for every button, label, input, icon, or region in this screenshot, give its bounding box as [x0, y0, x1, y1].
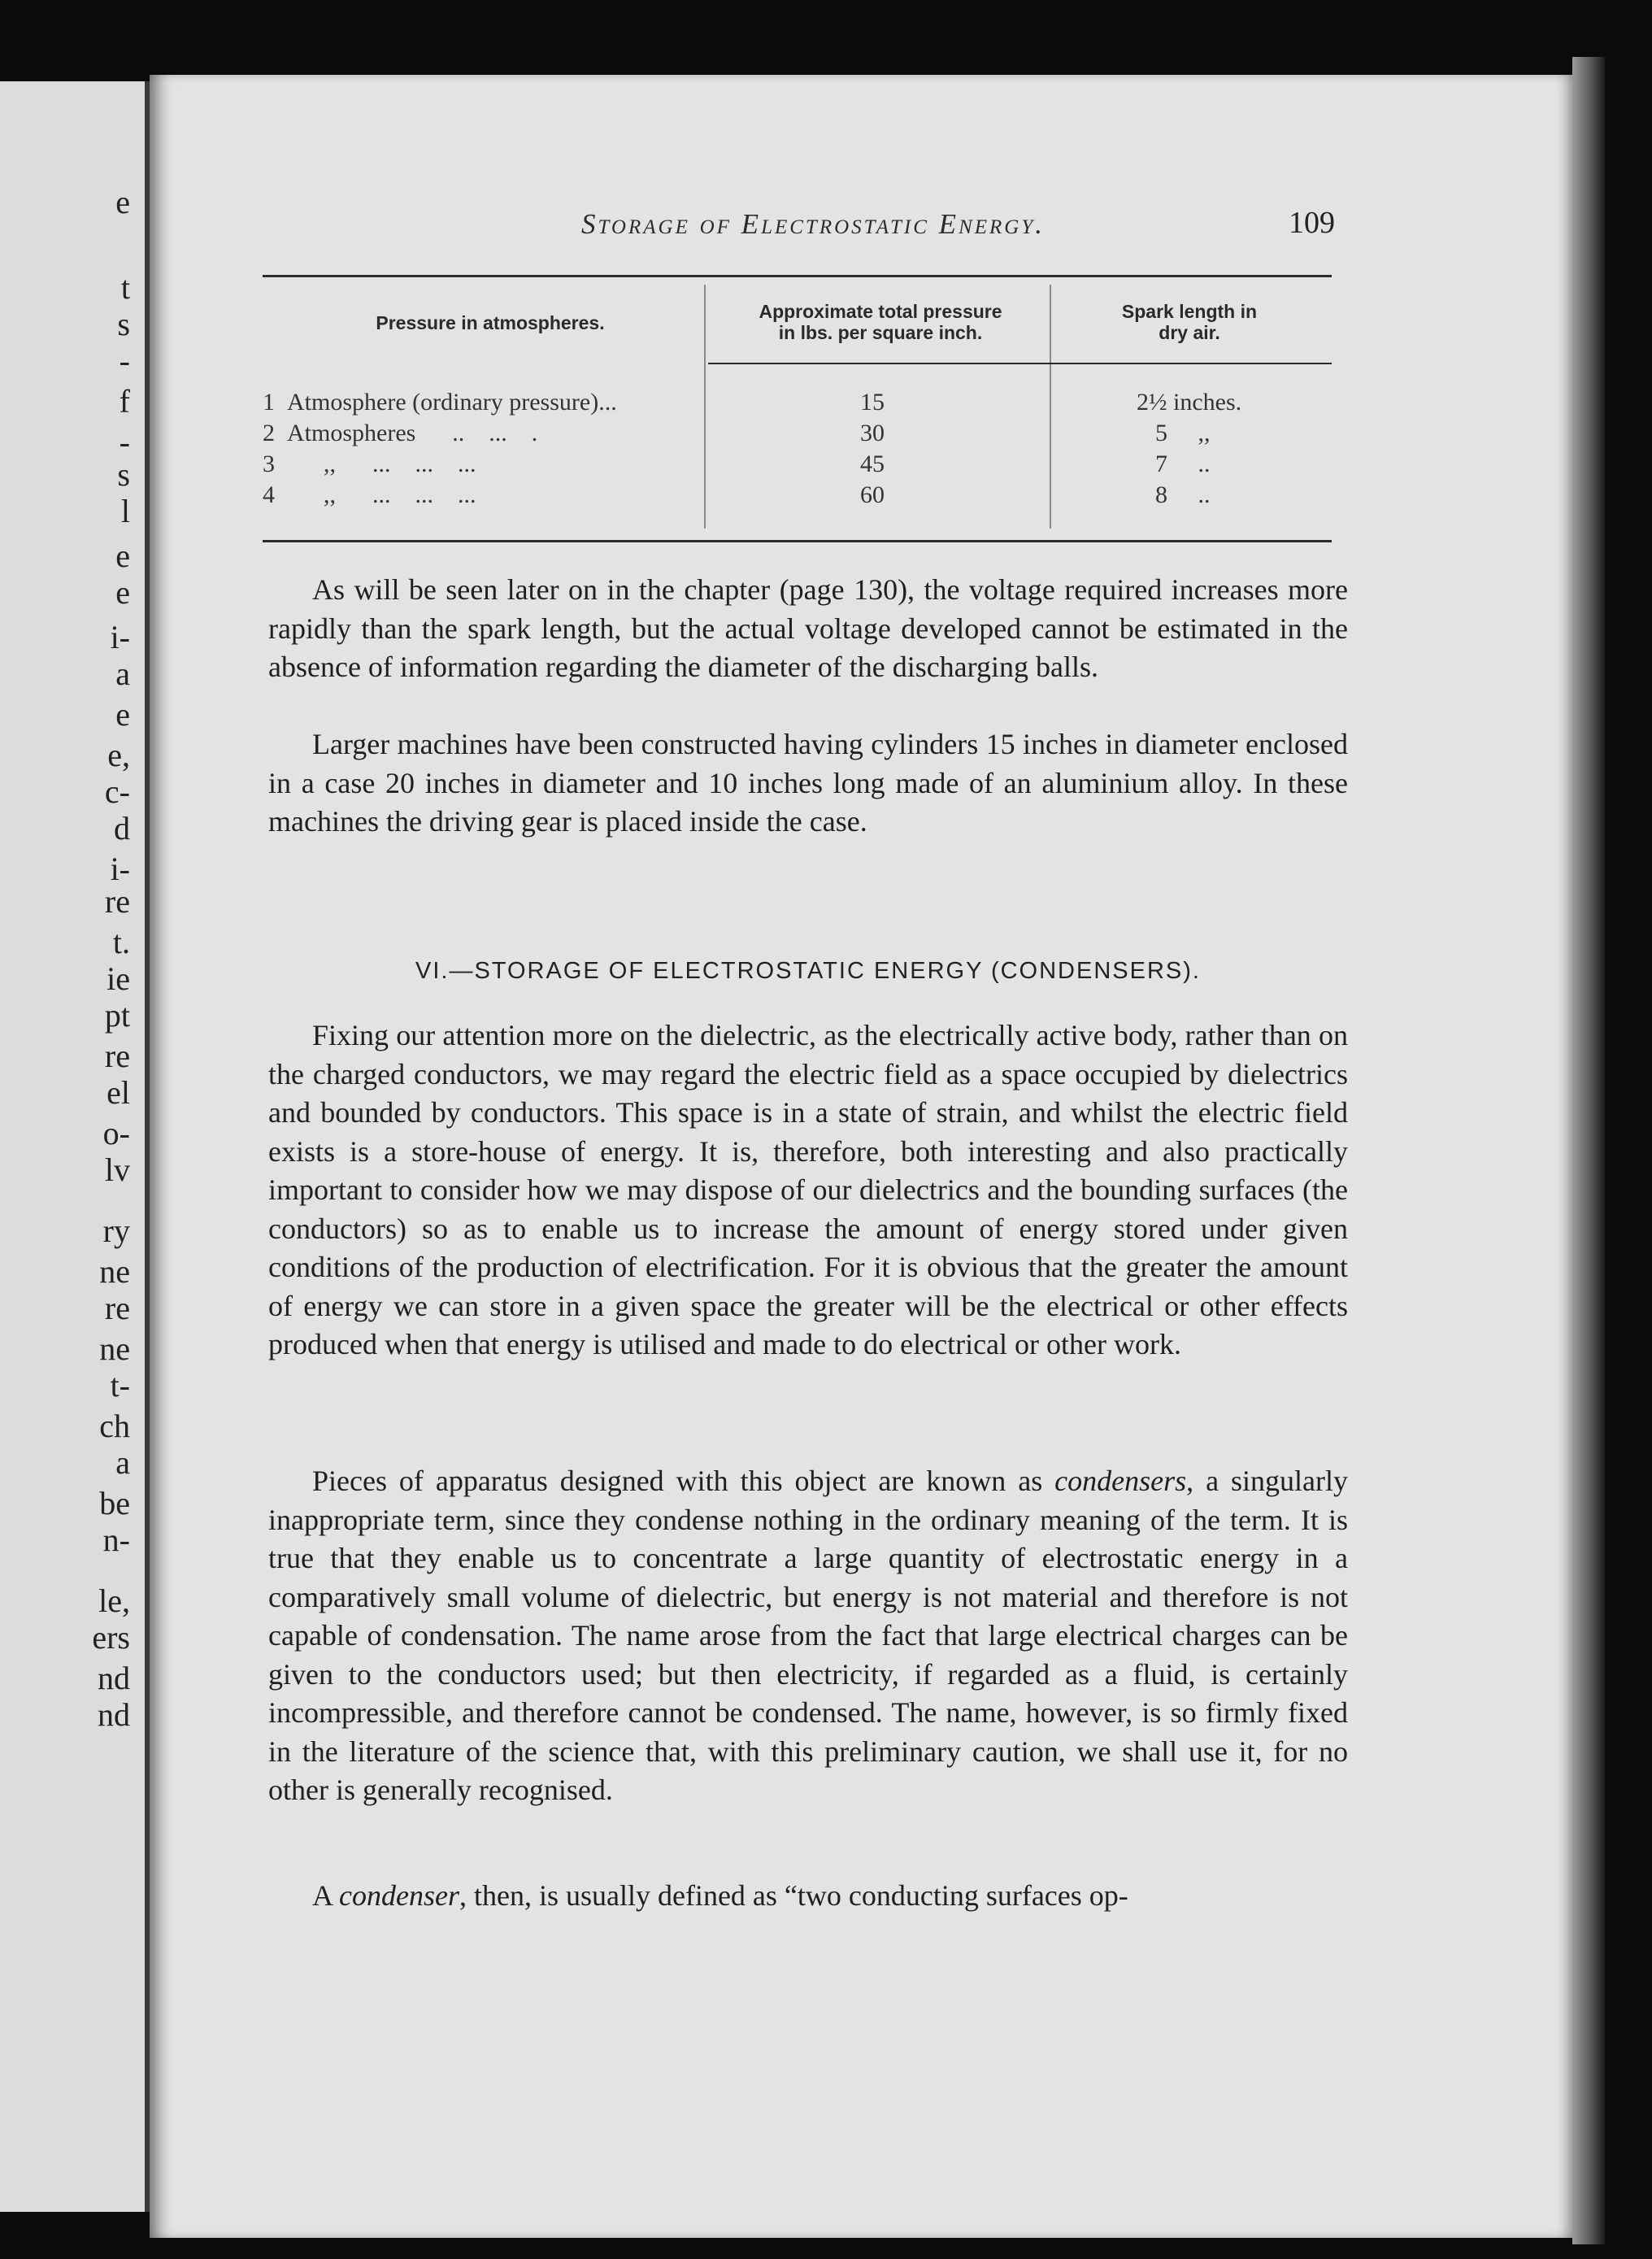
table-column-divider — [704, 285, 706, 529]
facing-page-text-fragment: ry — [102, 1212, 130, 1249]
facing-page-edge — [0, 81, 150, 2212]
header-approx-pressure: Approximate total pressure in lbs. per square inch. — [759, 301, 1002, 343]
facing-page-text-fragment: el — [107, 1074, 130, 1111]
facing-page-text-fragment: ie — [107, 960, 130, 997]
term-condenser: condenser — [339, 1879, 459, 1912]
facing-page-text-fragment: nd — [98, 1696, 130, 1733]
section-heading: VI.—STORAGE OF ELECTROSTATIC ENERGY (CONDENSERS). — [415, 958, 1201, 984]
term-condensers: condensers — [1054, 1465, 1187, 1497]
facing-page-text-fragment: be — [99, 1485, 130, 1521]
facing-page-text-fragment: e — [115, 696, 130, 733]
facing-page-text-fragment: s — [117, 306, 130, 342]
facing-page-text-fragment: ne — [99, 1253, 130, 1290]
table-header-rule — [708, 363, 1332, 364]
facing-page-text-fragment: i- — [110, 619, 130, 655]
facing-page-text-fragment: e — [115, 574, 130, 611]
facing-page-text-fragment: ch — [99, 1408, 130, 1444]
facing-page-text-fragment: pt — [104, 997, 130, 1034]
facing-page-text-fragment: - — [119, 342, 130, 379]
facing-page-text-fragment: t- — [110, 1367, 130, 1404]
facing-page-text-fragment: - — [119, 424, 130, 460]
facing-page-text-fragment: nd — [98, 1660, 130, 1696]
facing-page-text-fragment: t. — [112, 924, 130, 960]
facing-page-text-fragment: le, — [98, 1582, 130, 1619]
facing-page-text-fragment: ne — [99, 1330, 130, 1367]
facing-page-text-fragment: o- — [102, 1115, 130, 1151]
paragraph-dielectric: Fixing our attention more on the dielectric, as the electrically active body, rather than on the charged conductors, we may regard the electric field as a space occupied by dielectrics and bounded by conductors. This space is in a state of strain, and whilst the electric field exists is a store-house of energy. It is, therefore, both interesting and also practically important to consider how we may dispose of our dielectrics and the bounding surfaces (the conductors) so as to enable us to increase the amount of energy stored under given conditions of the production of electrification. For it is obvious that the greater the amount of energy we can store in a given space the greater will be the electrical or other effects produced when that energy is utilised and made to do electrical or other work. — [268, 1019, 1348, 1360]
facing-page-text-fragment: re — [104, 1038, 130, 1074]
facing-page-text-fragment: e — [115, 184, 130, 220]
table-column-divider — [1050, 285, 1051, 529]
paragraph-voltage: As will be seen later on in the chapter (page 130), the voltage required increases more rapidly than the spark length, but the actual voltage developed cannot be estimated in the absence of information regarding the diameter of the discharging balls. — [268, 573, 1348, 683]
facing-page-text-fragment: lv — [104, 1151, 130, 1188]
table-bottom-rule — [263, 540, 1332, 542]
header-spark-length: Spark length in dry air. — [1121, 301, 1258, 343]
facing-page-text-fragment: re — [104, 883, 130, 920]
facing-page-text-fragment: a — [115, 655, 130, 692]
facing-page-text-fragment: l — [120, 493, 130, 529]
page-number: 109 — [1289, 206, 1335, 240]
facing-page-text-fragment: d — [114, 810, 130, 847]
facing-page-text-fragment: ers — [92, 1619, 130, 1656]
running-head: Storage of Electrostatic Energy. — [580, 208, 1045, 240]
facing-page-text-fragment: s — [117, 456, 130, 493]
facing-page-text-fragment: a — [115, 1444, 130, 1481]
paragraph-larger-machines: Larger machines have been constructed having cylinders 15 inches in diameter enclosed in a case 20 inches in diameter and 10 inches long made of an aluminium alloy. In these machines the driving gear is placed inside the case. — [268, 728, 1348, 838]
facing-page-text-fragment: f — [119, 383, 130, 420]
table-top-rule — [263, 275, 1332, 277]
paragraph-condensers: Pieces of apparatus designed with this object are known as condensers, a singularly inappropriate term, since they condense nothing in the ordinary meaning of the term. It is true that they enable us to concentrate a large quantity of electrostatic energy in a comparatively small volume of dielectric, but energy is not material and therefore is not capable of condensation. The name arose from the fact that large electrical charges can be given to the conductors used; but then electricity, if regarded as a fluid, is certainly incompressible, and therefore cannot be condensed. The name, however, is so firmly fixed in the literature of the science that, with this preliminary caution, we shall use it, for no other is generally recognised. — [268, 1465, 1348, 1806]
facing-page-text-fragment: re — [104, 1290, 130, 1326]
facing-page-text-fragment: t — [120, 269, 130, 306]
facing-page-text-fragment: e — [115, 538, 130, 574]
page-stack-edge — [1572, 57, 1605, 2244]
facing-page-text-fragment: n- — [102, 1521, 130, 1558]
facing-page-text-fragment: i- — [110, 851, 130, 887]
facing-page-text-fragment: e, — [107, 737, 130, 773]
header-pressure-atmospheres: Pressure in atmospheres. — [376, 312, 605, 333]
facing-page-text-fragment: c- — [104, 773, 130, 810]
paragraph-condenser-definition: A condenser, then, is usually defined as “two conducting surfaces op- — [312, 1879, 1128, 1912]
